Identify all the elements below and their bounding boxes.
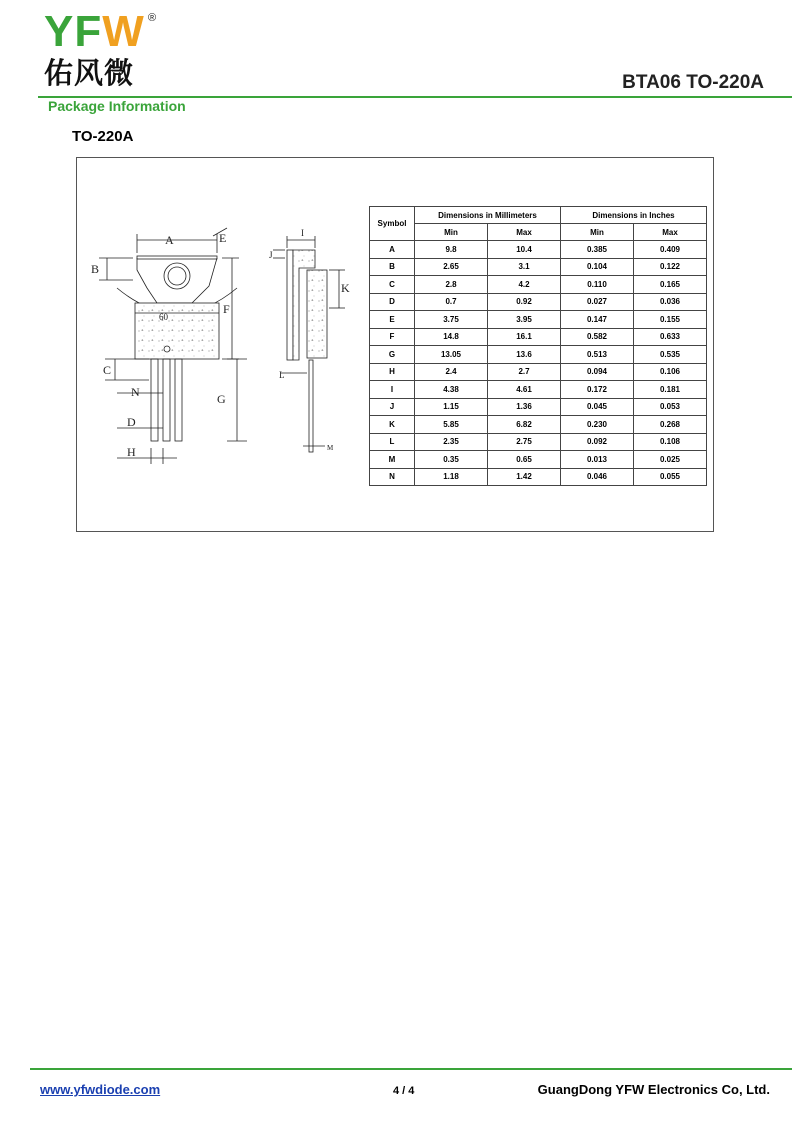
cell-mm-min: 1.15 (415, 398, 488, 416)
cell-in-min: 0.094 (561, 363, 634, 381)
cell-symbol: N (370, 468, 415, 486)
cell-symbol: J (370, 398, 415, 416)
logo-chinese-name: 佑风微 (44, 56, 135, 90)
cell-mm-max: 6.82 (488, 416, 561, 434)
cell-mm-min: 2.4 (415, 363, 488, 381)
cell-in-max: 0.108 (634, 433, 707, 451)
angle-label: 60 (159, 312, 168, 322)
cell-symbol: A (370, 241, 415, 259)
package-outline-drawing (77, 158, 367, 488)
cell-in-min: 0.046 (561, 468, 634, 486)
cell-mm-min: 4.38 (415, 381, 488, 399)
cell-symbol: L (370, 433, 415, 451)
cell-in-min: 0.513 (561, 346, 634, 364)
cell-symbol: I (370, 381, 415, 399)
cell-mm-min: 0.7 (415, 293, 488, 311)
inch-group-header: Dimensions in Inches (561, 207, 707, 224)
cell-mm-max: 1.42 (488, 468, 561, 486)
cell-mm-min: 2.65 (415, 258, 488, 276)
cell-in-max: 0.535 (634, 346, 707, 364)
dim-label-g: G (217, 392, 226, 406)
cell-symbol: B (370, 258, 415, 276)
cell-mm-min: 5.85 (415, 416, 488, 434)
cell-symbol: G (370, 346, 415, 364)
cell-in-max: 0.268 (634, 416, 707, 434)
dim-label-l: L (279, 370, 285, 380)
logo-wordmark: YFW (44, 7, 145, 56)
in-max-header: Max (634, 224, 707, 241)
dim-label-e: E (219, 231, 227, 245)
mm-max-header: Max (488, 224, 561, 241)
cell-mm-max: 2.7 (488, 363, 561, 381)
cell-in-min: 0.230 (561, 416, 634, 434)
cell-mm-max: 13.6 (488, 346, 561, 364)
table-row (370, 433, 707, 451)
cell-mm-min: 1.18 (415, 468, 488, 486)
registered-mark: ® (148, 12, 157, 24)
cell-in-min: 0.092 (561, 433, 634, 451)
dim-label-m: M (327, 444, 334, 452)
dim-label-d: D (127, 415, 136, 429)
table-row (370, 241, 707, 259)
in-min-header: Min (561, 224, 634, 241)
symbol-header: Symbol (370, 207, 415, 241)
page-number: 4 / 4 (393, 1085, 415, 1097)
footer-divider (30, 1068, 792, 1070)
cell-in-min: 0.110 (561, 276, 634, 294)
table-row (370, 451, 707, 469)
cell-in-max: 0.155 (634, 311, 707, 329)
table-row (370, 328, 707, 346)
dim-label-c: C (103, 363, 112, 377)
table-row (370, 398, 707, 416)
table-row (370, 346, 707, 364)
dim-label-h: H (127, 445, 136, 459)
document-title: BTA06 TO-220A (622, 72, 764, 93)
cell-mm-max: 0.92 (488, 293, 561, 311)
cell-symbol: E (370, 311, 415, 329)
cell-mm-min: 2.35 (415, 433, 488, 451)
mm-group-header: Dimensions in Millimeters (415, 207, 561, 224)
cell-mm-max: 0.65 (488, 451, 561, 469)
cell-mm-max: 2.75 (488, 433, 561, 451)
cell-in-max: 0.165 (634, 276, 707, 294)
dim-label-n: N (131, 385, 140, 399)
dim-label-a: A (165, 233, 174, 247)
cell-in-max: 0.106 (634, 363, 707, 381)
dimensions-table-body (370, 241, 707, 486)
cell-symbol: F (370, 328, 415, 346)
website-link[interactable]: www.yfwdiode.com (40, 1082, 161, 1097)
section-title: Package Information (48, 98, 186, 114)
table-row (370, 258, 707, 276)
cell-mm-max: 16.1 (488, 328, 561, 346)
cell-symbol: C (370, 276, 415, 294)
cell-mm-max: 4.61 (488, 381, 561, 399)
table-row (370, 381, 707, 399)
dimensions-table (369, 206, 707, 486)
cell-symbol: H (370, 363, 415, 381)
cell-in-min: 0.582 (561, 328, 634, 346)
dim-label-j: J (269, 250, 273, 260)
cell-in-max: 0.053 (634, 398, 707, 416)
dim-label-b: B (91, 262, 100, 276)
cell-in-max: 0.181 (634, 381, 707, 399)
cell-in-min: 0.147 (561, 311, 634, 329)
company-name: GuangDong YFW Electronics Co, Ltd. (537, 1082, 770, 1097)
cell-in-min: 0.104 (561, 258, 634, 276)
cell-mm-min: 14.8 (415, 328, 488, 346)
cell-mm-max: 1.36 (488, 398, 561, 416)
table-row (370, 416, 707, 434)
cell-in-max: 0.036 (634, 293, 707, 311)
cell-mm-min: 2.8 (415, 276, 488, 294)
cell-in-max: 0.122 (634, 258, 707, 276)
cell-in-min: 0.172 (561, 381, 634, 399)
package-name: TO-220A (72, 128, 134, 145)
cell-mm-min: 9.8 (415, 241, 488, 259)
cell-symbol: D (370, 293, 415, 311)
cell-in-max: 0.633 (634, 328, 707, 346)
cell-mm-max: 10.4 (488, 241, 561, 259)
package-outline-frame (76, 157, 714, 532)
table-row (370, 276, 707, 294)
cell-symbol: K (370, 416, 415, 434)
table-row (370, 311, 707, 329)
cell-mm-max: 4.2 (488, 276, 561, 294)
cell-in-min: 0.027 (561, 293, 634, 311)
cell-mm-max: 3.95 (488, 311, 561, 329)
cell-in-max: 0.025 (634, 451, 707, 469)
dim-label-i: I (301, 228, 304, 238)
cell-mm-min: 3.75 (415, 311, 488, 329)
cell-in-max: 0.409 (634, 241, 707, 259)
cell-mm-min: 0.35 (415, 451, 488, 469)
table-row (370, 468, 707, 486)
table-row (370, 363, 707, 381)
cell-symbol: M (370, 451, 415, 469)
cell-in-min: 0.013 (561, 451, 634, 469)
company-logo (44, 7, 164, 96)
table-row (370, 293, 707, 311)
cell-in-min: 0.045 (561, 398, 634, 416)
dim-label-f: F (223, 302, 230, 316)
dim-label-k: K (341, 281, 350, 295)
mm-min-header: Min (415, 224, 488, 241)
cell-mm-min: 13.05 (415, 346, 488, 364)
cell-in-max: 0.055 (634, 468, 707, 486)
cell-mm-max: 3.1 (488, 258, 561, 276)
cell-in-min: 0.385 (561, 241, 634, 259)
